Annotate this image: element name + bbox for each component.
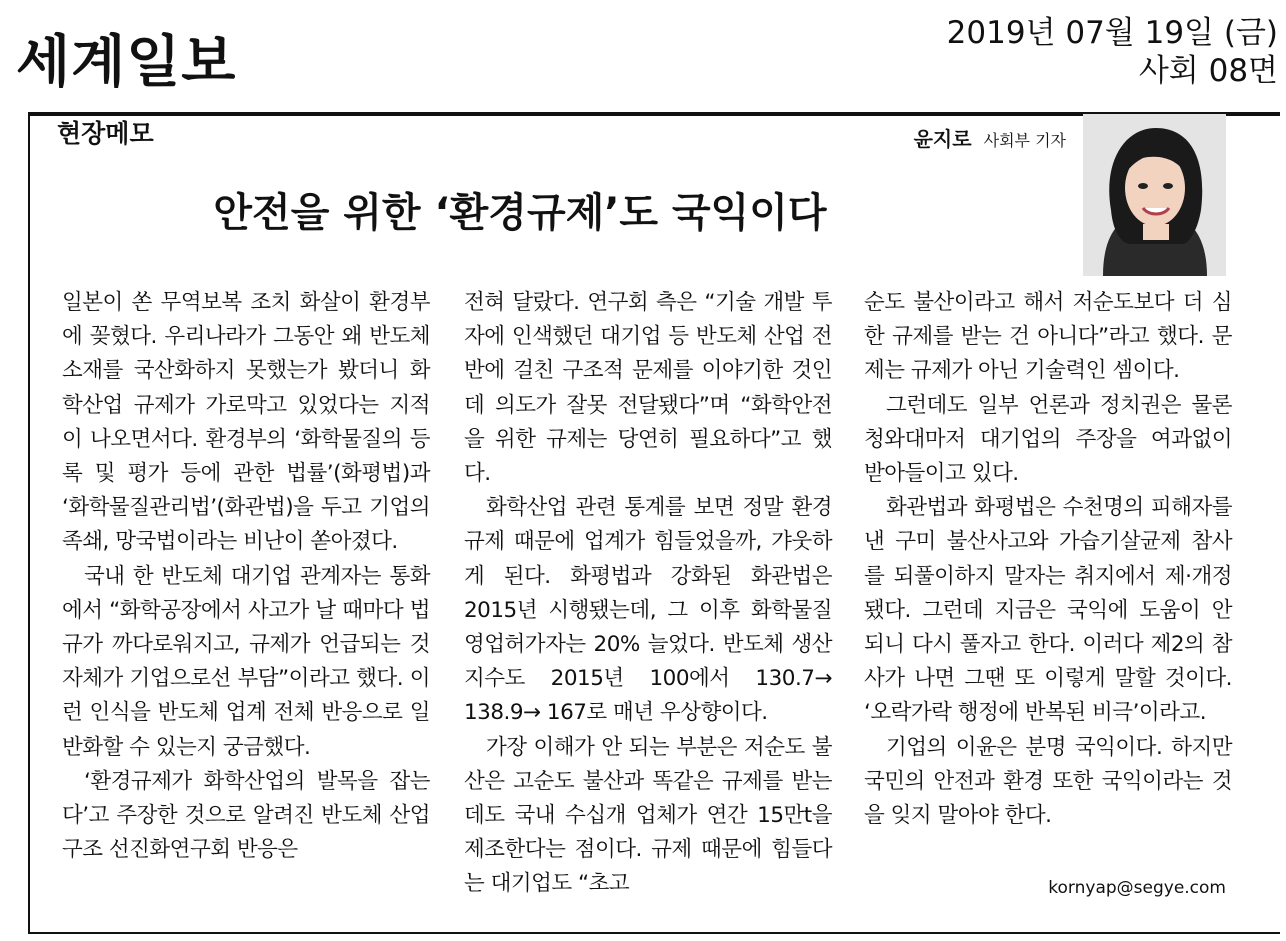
- article-column-2: [464, 286, 832, 902]
- publication-date: 2019년 07월 19일 (금): [946, 15, 1278, 51]
- paragraph: 순도 불산이라고 해서 저순도보다 더 심한 규제를 받는 건 아니다”라고 했다. 문제는 규제가 아닌 기술력인 셈이다.: [864, 290, 1232, 384]
- paragraph: ‘환경규제가 화학산업의 발목을 잡는다’고 주장한 것으로 알려진 반도체 산업구조 선진화연구회 반응은: [62, 768, 430, 863]
- paragraph: 화학산업 관련 통계를 보면 정말 환경규제 때문에 업계가 힘들었을까, 갸웃하게 된다. 화평법과 강화된 화관법은 2015년 시행됐는데, 그 이후 화학물질 영업허가자는 20% 늘었다. 반도체 생산지수도 2015년 100에서 130.7→ 138.9→ 167로 매년 우상향이다.: [464, 495, 832, 726]
- paragraph: 국내 한 반도체 대기업 관계자는 통화에서 “화학공장에서 사고가 날 때마다 법규가 까다로워지고, 규제가 언급되는 것 자체가 기업으로선 부담”이라고 했다. 이런 인식을 반도체 업계 전체 반응으로 일반화할 수 있는지 궁금했다.: [62, 563, 430, 760]
- section-label: 현장메모: [57, 119, 154, 148]
- publication-info: [947, 14, 1278, 90]
- reporter-photo: [1083, 114, 1226, 276]
- paragraph: 전혀 달랐다. 연구회 측은 “기술 개발 투자에 인색했던 대기업 등 반도체 산업 전반에 걸친 구조적 문제를 이야기한 것인데 의도가 잘못 전달됐다”며 “화학안전을 위한 규제는 당연히 필요하다”고 했다.: [464, 290, 832, 487]
- publication-section-page: 사회 08면: [1138, 53, 1278, 89]
- article-headline: 안전을 위한 ‘환경규제’도 국익이다: [213, 190, 827, 236]
- paragraph: 기업의 이윤은 분명 국익이다. 하지만 국민의 안전과 환경 또한 국익이라는 것을 잊지 말아야 한다.: [864, 734, 1232, 829]
- paragraph: 화관법과 화평법은 수천명의 피해자를 낸 구미 불산사고와 가습기살균제 참사를 되풀이하지 말자는 취지에서 제·개정됐다. 그런데 지금은 국익에 도움이 안 되니 다시 풀자고 한다. 이러다 제2의 참사가 나면 그땐 또 이렇게 말할 것이다. ‘오락가락 행정에 반복된 비극’이라고.: [864, 495, 1232, 726]
- article-column-1: [62, 286, 430, 867]
- newspaper-masthead: 세계일보: [16, 29, 237, 95]
- paragraph: 가장 이해가 안 되는 부분은 저순도 불산은 고순도 불산과 똑같은 규제를 받는데도 국내 수십개 업체가 연간 15만t을 제조한다는 점이다. 규제 때문에 힘들다는 대기업도 “초고: [464, 734, 832, 897]
- reporter-email: kornyap@segye.com: [1048, 878, 1226, 898]
- byline: [914, 124, 1066, 156]
- paragraph: 일본이 쏜 무역보복 조치 화살이 환경부에 꽂혔다. 우리나라가 그동안 왜 반도체 소재를 국산화하지 못했는가 봤더니 화학산업 규제가 가로막고 있었다는 지적이 나오면서다. 환경부의 ‘화학물질의 등록 및 평가 등에 관한 법률’(화평법)과 ‘화학물질관리법’(화관법)을 두고 기업의 족쇄, 망국법이라는 비난이 쏟아졌다.: [62, 290, 430, 555]
- article-column-3: [864, 286, 1232, 833]
- paragraph: 그런데도 일부 언론과 정치권은 물론 청와대마저 대기업의 주장을 여과없이 받아들이고 있다.: [864, 392, 1232, 487]
- reporter-name: 윤지로: [913, 127, 972, 151]
- reporter-portrait-image: [1083, 114, 1226, 276]
- reporter-department: 사회부 기자: [983, 131, 1066, 150]
